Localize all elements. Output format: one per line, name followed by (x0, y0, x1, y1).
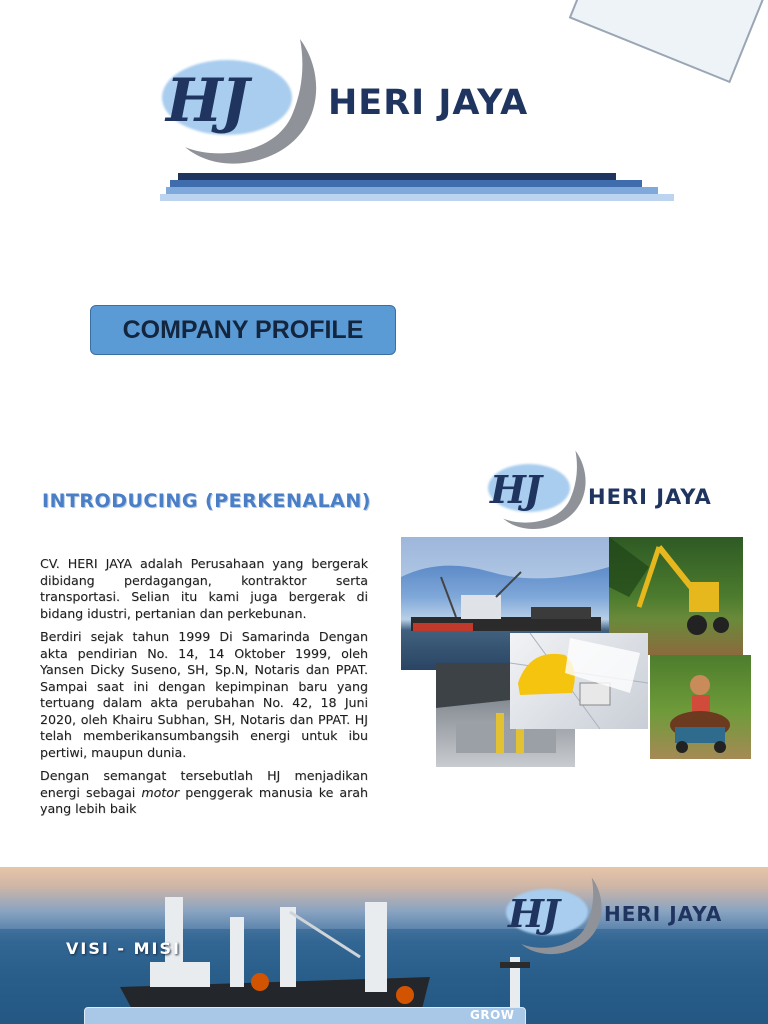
decorative-stripes (160, 173, 680, 209)
logo-company-name: HERI JAYA (328, 83, 529, 123)
logo-company-name: HERI JAYA (604, 902, 723, 926)
intro-slide (0, 430, 768, 867)
logo-mark: HJ (508, 891, 558, 936)
grow-bar (84, 1007, 526, 1024)
palm-harvest-photo (650, 655, 751, 759)
cover-slide (0, 0, 768, 430)
logo-company-name: HERI JAYA (588, 485, 712, 509)
intro-paragraph-2: Berdiri sejak tahun 1999 Di Samarinda Dengan akta pendirian No. 14, 14 Oktober 1999, oleh Yansen Dicky Suseno, SH, Sp.N, Notaris dan PPAT. Sampai saat ini dengan kepimpinan baru yang tertuang dalam akta perubahan No. 42, 18 Juni 2020, oleh Khairu Subhan, SH, Notaris dan PPAT. HJ telah memberikansumbangsih energi untuk ibu pertiwi, maupun dunia. (40, 629, 368, 760)
intro-paragraph-3-end: penggerak manusia ke arah yang lebih baik (40, 784, 369, 816)
intro-body (40, 556, 368, 825)
intro-paragraph-3 (40, 768, 368, 818)
heri-jaya-logo-visi (500, 873, 760, 953)
blueprint-helmet-photo (510, 633, 648, 729)
intro-paragraph-3-start: Dengan semangat tersebutlah HJ menjadikan energi sebagai (40, 768, 368, 800)
visi-misi-slide (0, 867, 768, 1024)
intro-heading: INTRODUCING (PERKENALAN) (42, 490, 371, 512)
intro-paragraph-3-italic: motor (141, 784, 180, 800)
grow-label: GROW (470, 1008, 515, 1022)
logo-mark: HJ (490, 467, 540, 512)
corner-decoration (569, 0, 766, 83)
logo-mark: HJ (166, 66, 248, 136)
heri-jaya-logo (150, 30, 590, 170)
company-profile-title: COMPANY PROFILE (90, 305, 396, 355)
heri-jaya-logo-small (480, 442, 760, 532)
visi-misi-heading: VISI - MISI (66, 939, 181, 958)
intro-paragraph-1: CV. HERI JAYA adalah Perusahaan yang bergerak dibidang perdagangan, kontraktor serta transportasi. Selian itu kami juga bergerak di bidang idustri, pertanian dan perkebunan. (40, 556, 368, 621)
